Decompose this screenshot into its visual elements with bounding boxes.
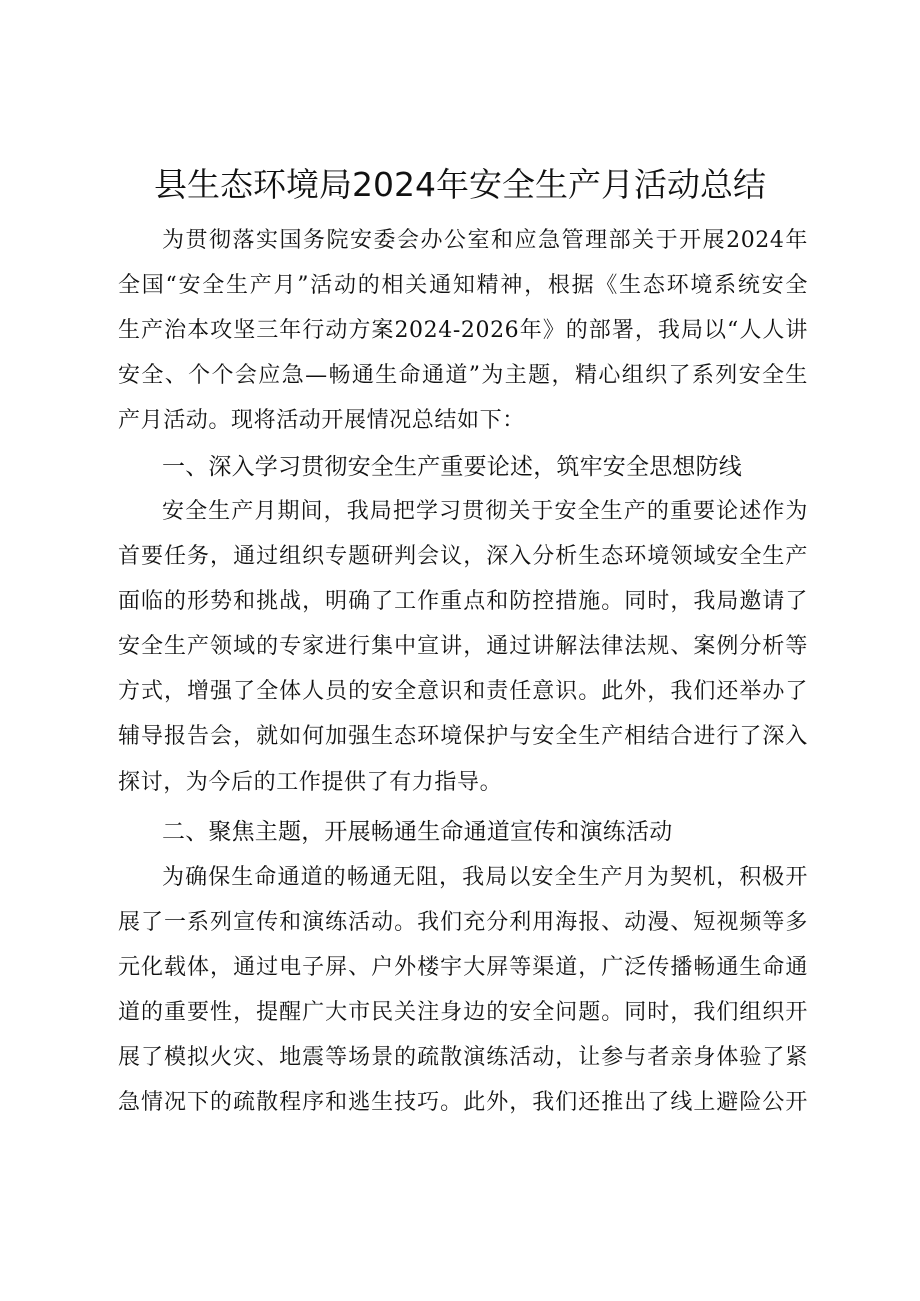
section2-line: 元化载体，通过电子屏、户外楼宇大屏等渠道，广泛传播畅通生命通 (118, 955, 808, 980)
section-heading-2: 二、聚焦主题，开展畅通生命通道宣传和演练活动 (162, 819, 673, 845)
section1-line: 首要任务，通过组织专题研判会议，深入分析生态环境领域安全生产 (118, 544, 808, 569)
intro-line: 生产治本攻坚三年行动方案2024-2026年》的部署，我局以“人人讲 (118, 318, 808, 343)
section2-line: 展了一系列宣传和演练活动。我们充分利用海报、动漫、短视频等多 (118, 910, 808, 935)
section1-line: 探讨，为今后的工作提供了有力指导。 (118, 770, 503, 795)
section2-line: 展了模拟火灾、地震等场景的疏散演练活动，让参与者亲身体验了紧 (118, 1045, 808, 1070)
section1-line: 方式，增强了全体人员的安全意识和责任意识。此外，我们还举办了 (118, 679, 808, 704)
page-title: 县生态环境局2024年安全生产月活动总结 (154, 165, 766, 204)
section1-line: 辅导报告会，就如何加强生态环境保护与安全生产相结合进行了深入 (118, 724, 808, 749)
section2-line: 急情况下的疏散程序和逃生技巧。此外，我们还推出了线上避险公开 (118, 1090, 808, 1115)
section1-line: 安全生产月期间，我局把学习贯彻关于安全生产的重要论述作为 (162, 499, 808, 524)
intro-line: 安全、个个会应急—畅通生命通道”为主题，精心组织了系列安全生 (118, 363, 808, 388)
intro-line: 为贯彻落实国务院安委会办公室和应急管理部关于开展2024年 (162, 228, 808, 253)
section2-line: 为确保生命通道的畅通无阻，我局以安全生产月为契机，积极开 (162, 865, 808, 890)
intro-line: 全国“安全生产月”活动的相关通知精神，根据《生态环境系统安全 (118, 273, 808, 298)
section1-line: 面临的形势和挑战，明确了工作重点和防控措施。同时，我局邀请了 (118, 589, 808, 614)
section2-line: 道的重要性，提醒广大市民关注身边的安全问题。同时，我们组织开 (118, 1000, 808, 1025)
section1-line: 安全生产领域的专家进行集中宣讲，通过讲解法律法规、案例分析等 (118, 634, 808, 659)
section-heading-1: 一、深入学习贯彻安全生产重要论述，筑牢安全思想防线 (162, 454, 742, 480)
intro-line: 产月活动。现将活动开展情况总结如下： (118, 408, 525, 433)
